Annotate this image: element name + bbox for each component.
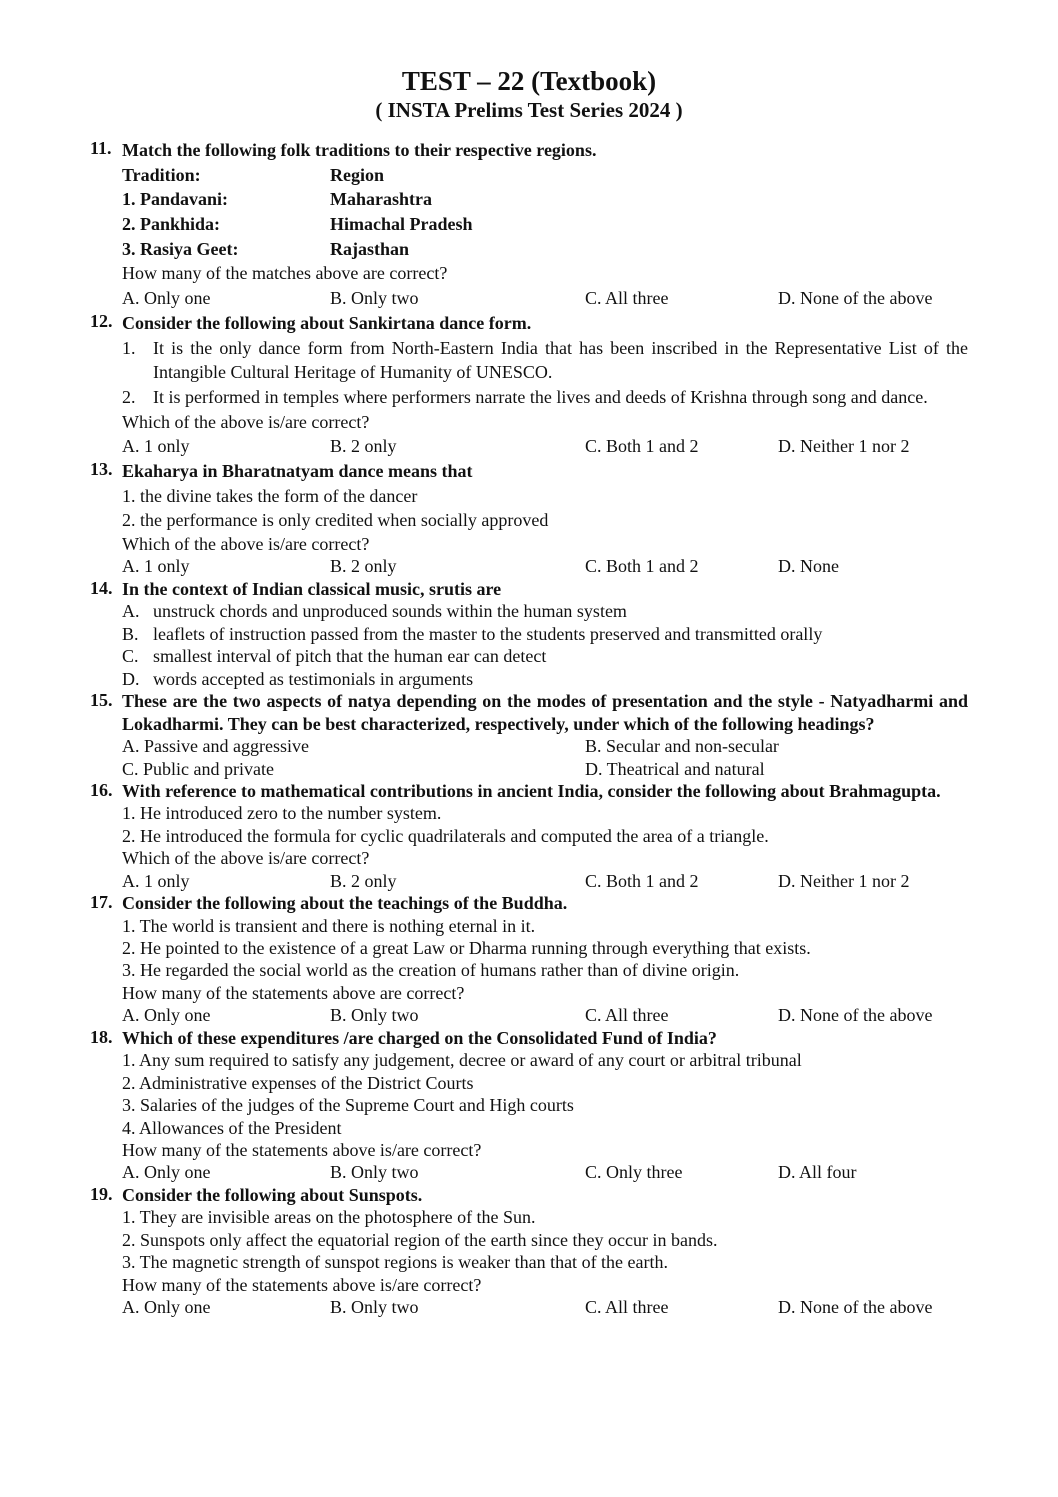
option-a[interactable]: A. Passive and aggressive bbox=[122, 736, 309, 757]
question-13 bbox=[90, 459, 968, 578]
answer-options bbox=[122, 870, 968, 892]
option-b[interactable]: B. Only two bbox=[330, 1162, 419, 1183]
question-number: 15. bbox=[90, 690, 113, 711]
answer-options bbox=[122, 735, 968, 757]
statement: 2. He introduced the formula for cyclic quadrilaterals and computed the area of a triangle. bbox=[122, 825, 769, 846]
statement-number: 2. bbox=[122, 386, 136, 407]
option-letter: D. bbox=[122, 668, 140, 689]
statement-number: 1. bbox=[122, 337, 136, 358]
question-number: 13. bbox=[90, 458, 113, 479]
answer-options bbox=[122, 286, 968, 311]
statement: 2. Administrative expenses of the District Courts bbox=[122, 1072, 474, 1093]
option-c[interactable]: C. All three bbox=[585, 1005, 669, 1026]
question-prompt: Which of the above is/are correct? bbox=[122, 534, 370, 555]
option-c[interactable]: C. Both 1 and 2 bbox=[585, 556, 699, 577]
region: Maharashtra bbox=[330, 189, 432, 210]
option-c[interactable]: C. Only three bbox=[585, 1162, 683, 1183]
option-text: words accepted as testimonials in arguments bbox=[153, 668, 474, 689]
question-stem: Consider the following about Sunspots. bbox=[122, 1184, 423, 1205]
statement: 2. the performance is only credited when socially approved bbox=[122, 510, 549, 531]
question-stem: Match the following folk traditions to their respective regions. bbox=[122, 140, 597, 160]
option-d[interactable]: D. All four bbox=[778, 1162, 857, 1183]
answer-options bbox=[122, 434, 968, 459]
question-list bbox=[90, 138, 968, 1318]
question-number: 12. bbox=[90, 310, 113, 331]
statement bbox=[122, 385, 968, 410]
question-stem: Ekaharya in Bharatnatyam dance means that bbox=[122, 460, 473, 481]
question-stem: Consider the following about Sankirtana dance form. bbox=[122, 312, 532, 333]
question-12 bbox=[90, 311, 968, 459]
question-prompt: How many of the statements above are correct? bbox=[122, 982, 465, 1003]
option-d[interactable]: D. None bbox=[778, 556, 839, 577]
statement: 3. The magnetic strength of sunspot regions is weaker than that of the earth. bbox=[122, 1252, 669, 1273]
column-header: Region bbox=[330, 164, 384, 185]
statement: 1. Any sum required to satisfy any judgement, decree or award of any court or arbitral tribunal bbox=[122, 1050, 802, 1071]
answer-options bbox=[122, 1161, 968, 1183]
option-text: leaflets of instruction passed from the master to the students preserved and transmitted orally bbox=[153, 623, 823, 644]
option-d[interactable]: D. Theatrical and natural bbox=[585, 758, 765, 779]
statement: 3. Salaries of the judges of the Supreme Court and High courts bbox=[122, 1095, 574, 1116]
question-19 bbox=[90, 1184, 968, 1319]
option-a[interactable]: A. Only one bbox=[122, 288, 211, 309]
option-c[interactable]: C. Both 1 and 2 bbox=[585, 870, 699, 891]
option-c[interactable] bbox=[122, 645, 968, 667]
option-b[interactable]: B. Only two bbox=[330, 1297, 419, 1318]
option-b[interactable]: B. Secular and non-secular bbox=[585, 736, 779, 757]
question-18 bbox=[90, 1027, 968, 1184]
question-number: 16. bbox=[90, 779, 113, 800]
option-a[interactable]: A. 1 only bbox=[122, 870, 190, 891]
option-d[interactable]: D. None of the above bbox=[778, 1005, 933, 1026]
statement-text: It is the only dance form from North-Eastern India that has been inscribed in the Representative List of the Intangible Cultural Heritage of Humanity of UNESCO. bbox=[153, 337, 968, 383]
match-row bbox=[122, 187, 968, 212]
option-a[interactable]: A. Only one bbox=[122, 1297, 211, 1318]
statement: 1. the divine takes the form of the dancer bbox=[122, 485, 418, 506]
question-11 bbox=[90, 138, 968, 311]
question-number: 11. bbox=[90, 138, 112, 158]
option-b[interactable] bbox=[122, 623, 968, 645]
column-header: Tradition: bbox=[122, 164, 201, 185]
question-number: 18. bbox=[90, 1026, 113, 1047]
question-15 bbox=[90, 690, 968, 780]
answer-options bbox=[122, 1296, 968, 1318]
question-number: 19. bbox=[90, 1183, 113, 1204]
option-b[interactable]: B. 2 only bbox=[330, 556, 397, 577]
option-a[interactable]: A. Only one bbox=[122, 1005, 211, 1026]
statement bbox=[122, 336, 968, 385]
tradition: 2. Pankhida: bbox=[122, 214, 221, 235]
question-16 bbox=[90, 780, 968, 892]
option-d[interactable]: D. None of the above bbox=[778, 1297, 933, 1318]
option-text: unstruck chords and unproduced sounds within the human system bbox=[153, 601, 627, 622]
region: Rajasthan bbox=[330, 238, 410, 259]
question-prompt: Which of the above is/are correct? bbox=[122, 411, 370, 432]
option-a[interactable]: A. Only one bbox=[122, 1162, 211, 1183]
statement: 1. He introduced zero to the number system. bbox=[122, 803, 442, 824]
option-text: smallest interval of pitch that the human ear can detect bbox=[153, 646, 547, 667]
option-c[interactable]: C. All three bbox=[585, 1297, 669, 1318]
option-c[interactable]: C. Both 1 and 2 bbox=[585, 436, 699, 457]
statement: 1. The world is transient and there is nothing eternal in it. bbox=[122, 915, 536, 936]
option-c[interactable]: C. All three bbox=[585, 288, 669, 309]
option-b[interactable]: B. 2 only bbox=[330, 870, 397, 891]
option-a[interactable] bbox=[122, 600, 968, 622]
option-a[interactable]: A. 1 only bbox=[122, 556, 190, 577]
match-table-header bbox=[122, 163, 968, 188]
tradition: 1. Pandavani: bbox=[122, 189, 229, 210]
option-b[interactable]: B. 2 only bbox=[330, 436, 397, 457]
option-d[interactable]: D. Neither 1 nor 2 bbox=[778, 870, 910, 891]
question-number: 14. bbox=[90, 577, 113, 598]
region: Himachal Pradesh bbox=[330, 214, 473, 235]
page-subtitle: ( INSTA Prelims Test Series 2024 ) bbox=[375, 98, 683, 122]
option-d[interactable]: D. Neither 1 nor 2 bbox=[778, 436, 910, 457]
question-stem: In the context of Indian classical music, srutis are bbox=[122, 578, 502, 599]
option-a[interactable]: A. 1 only bbox=[122, 436, 190, 457]
question-prompt: Which of the above is/are correct? bbox=[122, 848, 370, 869]
option-letter: A. bbox=[122, 601, 140, 622]
match-row bbox=[122, 237, 968, 262]
option-d[interactable] bbox=[122, 668, 968, 690]
option-d[interactable]: D. None of the above bbox=[778, 288, 933, 309]
answer-options bbox=[122, 1004, 968, 1026]
answer-options bbox=[122, 555, 968, 577]
option-b[interactable]: B. Only two bbox=[330, 1005, 419, 1026]
question-number: 17. bbox=[90, 892, 113, 913]
question-prompt: How many of the matches above are correct? bbox=[122, 263, 448, 284]
question-14 bbox=[90, 578, 968, 690]
statement: 2. Sunspots only affect the equatorial region of the earth since they occur in bands. bbox=[122, 1229, 718, 1250]
answer-options bbox=[122, 758, 968, 780]
question-stem: These are the two aspects of natya depending on the modes of presentation and the style - Natyadharmi and Lokadharmi. They can be best characterized, respectively, under which of the following headings? bbox=[122, 691, 968, 734]
question-stem: With reference to mathematical contributions in ancient India, consider the following about Brahmagupta. bbox=[122, 780, 941, 801]
option-c[interactable]: C. Public and private bbox=[122, 758, 274, 779]
match-row bbox=[122, 212, 968, 237]
question-stem: Which of these expenditures /are charged on the Consolidated Fund of India? bbox=[122, 1027, 717, 1048]
option-letter: C. bbox=[122, 646, 139, 667]
statement: 4. Allowances of the President bbox=[122, 1117, 342, 1138]
question-prompt: How many of the statements above is/are correct? bbox=[122, 1274, 482, 1295]
statement-text: It is performed in temples where performers narrate the lives and deeds of Krishna through song and dance. bbox=[153, 386, 928, 407]
statement: 1. They are invisible areas on the photosphere of the Sun. bbox=[122, 1207, 536, 1228]
question-prompt: How many of the statements above is/are correct? bbox=[122, 1139, 482, 1160]
tradition: 3. Rasiya Geet: bbox=[122, 238, 239, 259]
question-17 bbox=[90, 892, 968, 1027]
option-letter: B. bbox=[122, 623, 139, 644]
statement: 2. He pointed to the existence of a great Law or Dharma running through everything that exists. bbox=[122, 938, 811, 959]
page-title: TEST – 22 (Textbook) bbox=[401, 66, 657, 96]
option-b[interactable]: B. Only two bbox=[330, 288, 419, 309]
question-stem: Consider the following about the teachings of the Buddha. bbox=[122, 893, 568, 914]
statement: 3. He regarded the social world as the creation of humans rather than of divine origin. bbox=[122, 960, 740, 981]
